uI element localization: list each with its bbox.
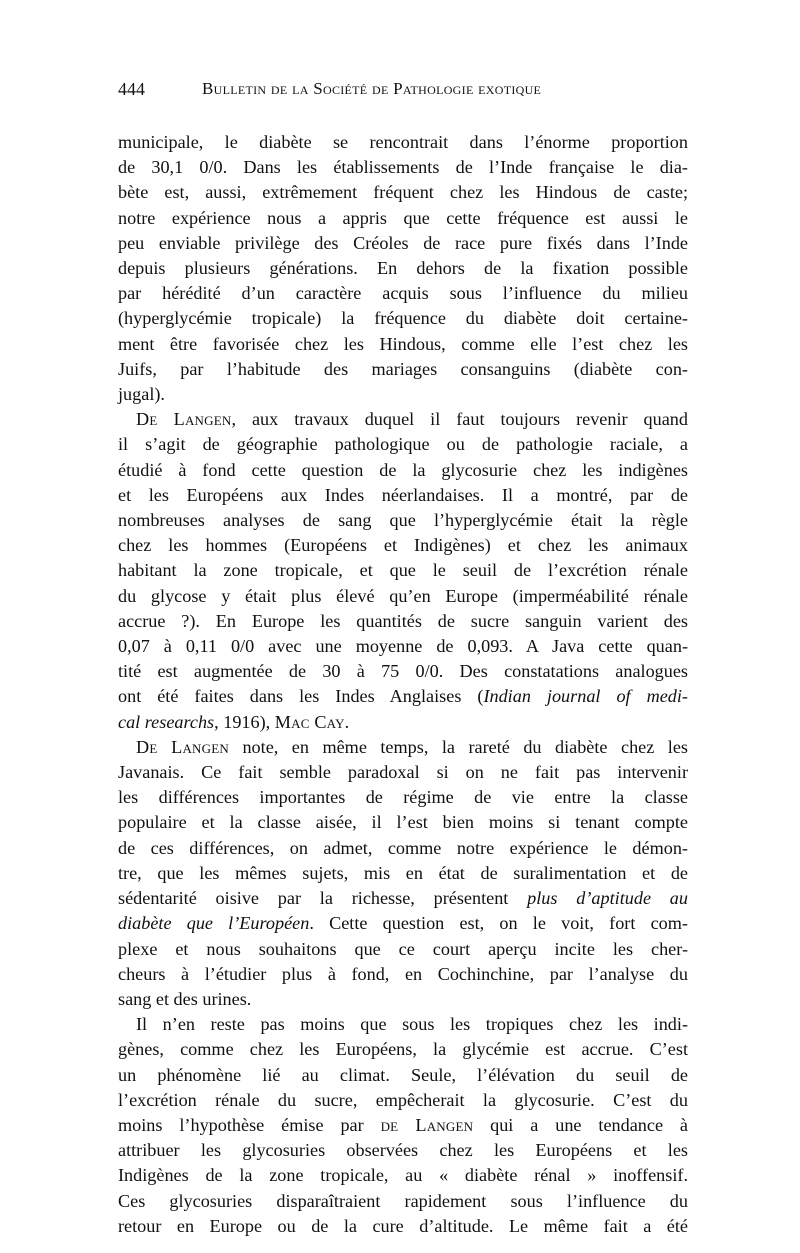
text-line: Indigènes de la zone tropicale, au « diabète rénal » inoffensif. <box>118 1165 688 1186</box>
text-line: de 30,1 0/0. Dans les établissements de l’Inde française le dia- <box>118 157 688 178</box>
text-line: cheurs à l’étudier plus à fond, en Cochinchine, par l’analyse du <box>118 963 688 984</box>
text-line: (hyperglycémie tropicale) la fréquence du diabète doit certaine- <box>118 308 688 329</box>
text-line: Il n’en reste pas moins que sous les tropiques chez les indi- <box>136 1014 688 1035</box>
text-line: plexe et nous souhaitons que ce court aperçu incite les cher- <box>118 938 688 959</box>
text-line: bète est, aussi, extrêmement fréquent chez les Hindous de caste; <box>118 182 688 203</box>
page-number: 444 <box>118 79 145 99</box>
text-line: sang et des urines. <box>118 988 252 1009</box>
text-line: attribuer les glycosuries observées chez les Européens et les <box>118 1140 688 1161</box>
text-run: moins l’hypothèse émise par <box>118 1114 381 1135</box>
text-line: de ces différences, on admet, comme notre expérience le démon- <box>118 837 688 858</box>
text-line <box>118 735 688 760</box>
author-name: de Langen <box>380 1114 474 1135</box>
text-line: chez les hommes (Européens et Indigènes) et chez les animaux <box>118 535 688 556</box>
text-line: habitant la zone tropicale, et que le seuil de l’excrétion rénale <box>118 560 688 581</box>
text-line: nombreuses analyses de sang que l’hyperglycémie était la règle <box>118 510 688 531</box>
author-name: De Langen <box>136 409 232 430</box>
text-line: gènes, comme chez les Européens, la glycémie est accrue. C’est <box>118 1039 688 1060</box>
body-text <box>118 130 688 1239</box>
text-line: depuis plusieurs générations. En dehors de la fixation possible <box>118 258 688 279</box>
text-line: du glycose y était plus élevé qu’en Europe (imperméabilité rénale <box>118 585 688 606</box>
text-line <box>118 1113 688 1138</box>
text-line: étudié à fond cette question de la glycosurie chez les indigènes <box>118 459 688 480</box>
text-line: par hérédité d’un caractère acquis sous l’influence du milieu <box>118 283 688 304</box>
author-name: De Langen <box>136 736 229 757</box>
text-line: municipale, le diabète se rencontrait dans l’énorme proportion <box>118 132 688 152</box>
text-line: jugal). <box>118 384 165 405</box>
running-title: Bulletin de la Société de Pathologie exotique <box>202 79 542 98</box>
text-line: retour en Europe ou de la cure d’altitude. Le même fait a été <box>118 1215 688 1236</box>
text-line: accrue ?). En Europe les quantités de sucre sanguin varient des <box>118 610 688 631</box>
text-line: les différences importantes de régime de vie entre la classe <box>118 787 688 808</box>
page-header <box>118 79 690 100</box>
text-run: note, en même temps, la rareté du diabète chez les <box>228 736 688 757</box>
text-line: un phénomène lié au climat. Seule, l’élévation du seuil de <box>118 1064 688 1085</box>
text-run: . <box>344 711 350 732</box>
journal-title: Indian journal of medi- <box>483 686 688 707</box>
text-run: , 1916), <box>214 711 275 732</box>
text-line <box>118 407 688 432</box>
text-line <box>118 911 688 936</box>
text-line: l’excrétion rénale du sucre, empêcherait la glycosurie. C’est du <box>118 1089 688 1110</box>
text-line: il s’agit de géographie pathologique ou de pathologie raciale, a <box>118 434 688 455</box>
text-line: populaire et la classe aisée, il l’est bien moins si tenant compte <box>118 812 688 833</box>
text-line: tre, que les mêmes sujets, mis en état de suralimentation et de <box>118 862 688 883</box>
text-line: 0,07 à 0,11 0/0 avec une moyenne de 0,093. A Java cette quan- <box>118 636 688 657</box>
text-line <box>118 684 688 709</box>
text-run: qui a une tendance à <box>473 1114 688 1135</box>
text-run: sédentarité oisive par la richesse, présentent <box>118 888 528 909</box>
author-name: Mac Cay <box>274 711 345 732</box>
text-line: Ces glycosuries disparaîtraient rapidement sous l’influence du <box>118 1190 688 1211</box>
text-line: peu enviable privilège des Créoles de race pure fixés dans l’Inde <box>118 232 688 253</box>
text-line: ment être favorisée chez les Hindous, comme elle l’est chez les <box>118 333 688 354</box>
text-run: ont été faites dans les Indes Anglaises ( <box>118 686 484 707</box>
journal-title: cal researchs <box>118 711 215 732</box>
text-line: et les Européens aux Indes néerlandaises. Il a montré, par de <box>118 484 688 505</box>
text-line: Juifs, par l’habitude des mariages consanguins (diabète con- <box>118 358 688 379</box>
text-run: . Cette question est, on le voit, fort com- <box>309 913 688 934</box>
emphasis: diabète que l’Européen <box>118 913 310 934</box>
text-line <box>118 886 688 911</box>
text-line: Javanais. Ce fait semble paradoxal si on ne fait pas intervenir <box>118 762 688 783</box>
emphasis: plus d’aptitude au <box>527 888 688 909</box>
text-line: tité est augmentée de 30 à 75 0/0. Des constatations analogues <box>118 661 688 682</box>
text-line: notre expérience nous a appris que cette fréquence est aussi le <box>118 207 688 228</box>
text-run: , aux travaux duquel il faut toujours revenir quand <box>231 409 688 430</box>
text-line <box>118 710 688 735</box>
